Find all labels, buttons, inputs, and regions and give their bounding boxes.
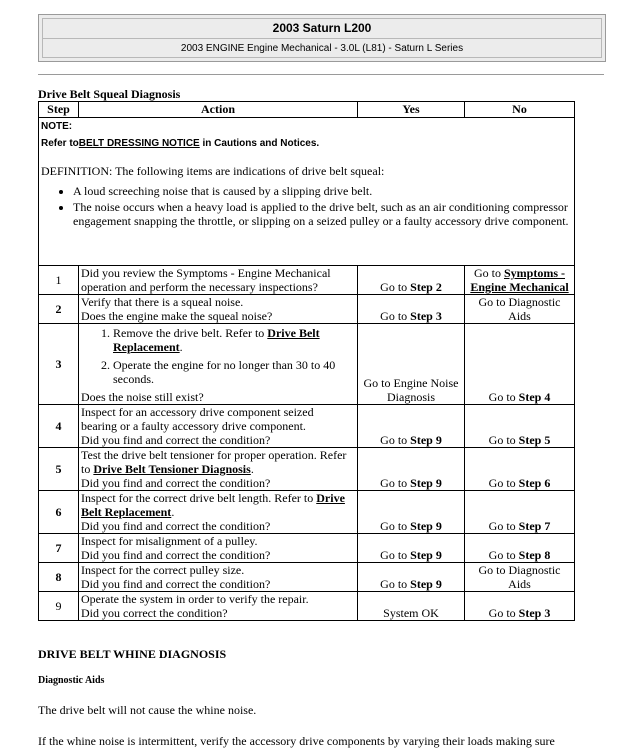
table-row <box>39 491 575 534</box>
no-prefix: Go to <box>473 266 504 280</box>
yes-link[interactable]: Step 9 <box>410 548 442 562</box>
document-header <box>38 14 606 62</box>
yes-cell[interactable]: Go to Engine Noise Diagnosis <box>358 324 465 405</box>
no-link[interactable]: Step 7 <box>518 519 551 533</box>
col-header-no: No <box>465 102 575 118</box>
yes-link[interactable]: Step 9 <box>410 577 442 591</box>
action-cell <box>79 324 358 405</box>
no-link[interactable]: Step 6 <box>518 476 551 490</box>
action-suffix: . <box>250 462 254 476</box>
step-number: 2 <box>39 295 79 324</box>
yes-link[interactable]: Step 3 <box>410 309 442 323</box>
yes-prefix: Go to <box>380 476 411 490</box>
step-number: 3 <box>39 324 79 405</box>
yes-cell <box>358 491 465 534</box>
note-suffix: in Cautions and Notices. <box>199 138 320 149</box>
diagnosis-table <box>38 101 575 621</box>
action-line: Did you find and correct the condition? <box>81 577 271 591</box>
step-number: 1 <box>39 266 79 295</box>
action-cell <box>79 491 358 534</box>
no-prefix: Go to <box>488 476 519 490</box>
yes-cell <box>358 448 465 491</box>
no-prefix: Go to <box>488 390 519 404</box>
no-link[interactable]: Step 4 <box>518 390 551 404</box>
action-steps-list <box>81 326 355 386</box>
no-link[interactable]: Step 5 <box>518 433 551 447</box>
no-cell <box>465 405 575 448</box>
list-item: • A loud screeching noise that is caused by a slipping drive belt. <box>73 184 572 198</box>
no-cell <box>465 448 575 491</box>
action-line: Verify that there is a squeal noise. <box>81 295 244 309</box>
yes-cell: System OK <box>358 592 465 621</box>
definition-text: DEFINITION: The following items are indications of drive belt squeal: <box>41 164 385 178</box>
no-prefix: Go to <box>488 519 519 533</box>
action-text: Inspect for the correct drive belt length. Refer to <box>81 491 317 505</box>
action-line: Inspect for misalignment of a pulley. <box>81 534 258 548</box>
table-row <box>39 448 575 491</box>
table-row <box>39 534 575 563</box>
step-number: 5 <box>39 448 79 491</box>
table-row <box>39 563 575 592</box>
action-line: Did you correct the condition? <box>81 606 228 620</box>
no-cell <box>465 534 575 563</box>
note-reference <box>41 137 572 151</box>
whine-diagnosis-heading: DRIVE BELT WHINE DIAGNOSIS <box>38 647 227 661</box>
step-number: 9 <box>39 592 79 621</box>
note-row <box>39 118 575 266</box>
col-header-yes: Yes <box>358 102 465 118</box>
drive-belt-replacement-link[interactable]: Drive Belt Replacement <box>113 326 320 354</box>
no-cell <box>465 491 575 534</box>
step-number: 6 <box>39 491 79 534</box>
no-cell <box>465 592 575 621</box>
action-line: Inspect for the correct pulley size. <box>81 563 245 577</box>
action-cell <box>79 563 358 592</box>
action-question: Did you find and correct the condition? <box>81 519 271 533</box>
table-row <box>39 405 575 448</box>
yes-cell <box>358 295 465 324</box>
no-prefix: Go to <box>488 548 519 562</box>
tensioner-diagnosis-link[interactable]: Drive Belt Tensioner Diagnosis <box>93 462 251 476</box>
no-link[interactable]: Step 8 <box>518 548 551 562</box>
action-cell <box>79 295 358 324</box>
table-row <box>39 266 575 295</box>
step-number: 4 <box>39 405 79 448</box>
no-prefix: Go to <box>488 433 519 447</box>
col-header-action: Action <box>79 102 358 118</box>
header-divider <box>38 74 604 75</box>
action-question: Did you find and correct the condition? <box>81 476 271 490</box>
belt-dressing-notice-link[interactable]: BELT DRESSING NOTICE <box>78 138 200 149</box>
no-link[interactable]: Step 3 <box>518 606 551 620</box>
yes-link[interactable]: Step 9 <box>410 519 442 533</box>
no-cell <box>465 324 575 405</box>
no-cell[interactable]: Go to Diagnostic Aids <box>465 295 575 324</box>
header-subtitle: 2003 ENGINE Engine Mechanical - 3.0L (L81) - Saturn L Series <box>180 43 464 54</box>
sub-step-text: Remove the drive belt. Refer to <box>113 326 268 340</box>
yes-prefix: Go to <box>380 309 411 323</box>
definition-list <box>41 184 572 228</box>
yes-cell <box>358 534 465 563</box>
header-title: 2003 Saturn L200 <box>43 19 601 39</box>
yes-link[interactable]: Step 9 <box>410 433 442 447</box>
table-row <box>39 324 575 405</box>
action-text: Test the drive belt tensioner for proper operation. Refer to <box>81 448 347 476</box>
no-prefix: Go to <box>488 606 519 620</box>
yes-cell <box>358 266 465 295</box>
yes-prefix: Go to <box>380 519 411 533</box>
action-line: Did you review the Symptoms - Engine Mechanical <box>81 266 331 280</box>
table-header-row <box>39 102 575 118</box>
list-item <box>113 326 355 354</box>
table-row <box>39 592 575 621</box>
note-cell <box>39 118 575 266</box>
action-line: operation and perform the necessary inspections? <box>81 280 318 294</box>
whine-paragraph-1: The drive belt will not cause the whine noise. <box>38 703 257 717</box>
action-cell <box>79 534 358 563</box>
step-number: 8 <box>39 563 79 592</box>
action-line: Operate the system in order to verify the repair. <box>81 592 309 606</box>
action-cell <box>79 266 358 295</box>
action-line: Inspect for an accessory drive component seized <box>81 405 314 419</box>
table-row <box>39 295 575 324</box>
list-item: 2. Operate the engine for no longer than 30 to 40 seconds. <box>113 358 355 386</box>
col-header-step: Step <box>39 102 79 118</box>
no-cell[interactable]: Go to Diagnostic Aids <box>465 563 575 592</box>
note-prefix: Refer to <box>41 138 79 149</box>
header-frame <box>42 18 602 58</box>
whine-paragraph-2: If the whine noise is intermittent, verify the accessory drive components by varying their loads making sure <box>38 734 555 748</box>
action-cell <box>79 405 358 448</box>
action-line: Does the engine make the squeal noise? <box>81 309 273 323</box>
yes-cell <box>358 563 465 592</box>
action-question: Does the noise still exist? <box>81 390 204 404</box>
yes-prefix: Go to <box>380 280 411 294</box>
diagnostic-aids-heading: Diagnostic Aids <box>38 675 105 686</box>
yes-prefix: Go to <box>380 577 411 591</box>
drive-belt-replacement-link[interactable]: Drive Belt Replacement <box>81 491 345 519</box>
action-line: Did you find and correct the condition? <box>81 433 271 447</box>
list-item: • The noise occurs when a heavy load is applied to the drive belt, such as an air conditioning compressor engagement snapping the throttle, or slipping on a seized pulley or a faulty accessory drive component. <box>73 200 572 228</box>
yes-link[interactable]: Step 9 <box>410 476 442 490</box>
yes-link[interactable]: Step 2 <box>410 280 442 294</box>
action-line: bearing or a faulty accessory drive component. <box>81 419 306 433</box>
section-title: Drive Belt Squeal Diagnosis <box>38 87 181 101</box>
yes-prefix: Go to <box>380 548 411 562</box>
action-suffix: . <box>171 505 175 519</box>
yes-prefix: Go to <box>380 433 411 447</box>
note-label: NOTE: <box>41 121 73 132</box>
action-cell <box>79 592 358 621</box>
symptoms-link[interactable]: Symptoms - Engine Mechanical <box>470 266 569 294</box>
step-number: 7 <box>39 534 79 563</box>
sub-step-suffix: . <box>179 340 183 354</box>
action-line: Did you find and correct the condition? <box>81 548 271 562</box>
no-cell <box>465 266 575 295</box>
yes-cell <box>358 405 465 448</box>
action-cell <box>79 448 358 491</box>
